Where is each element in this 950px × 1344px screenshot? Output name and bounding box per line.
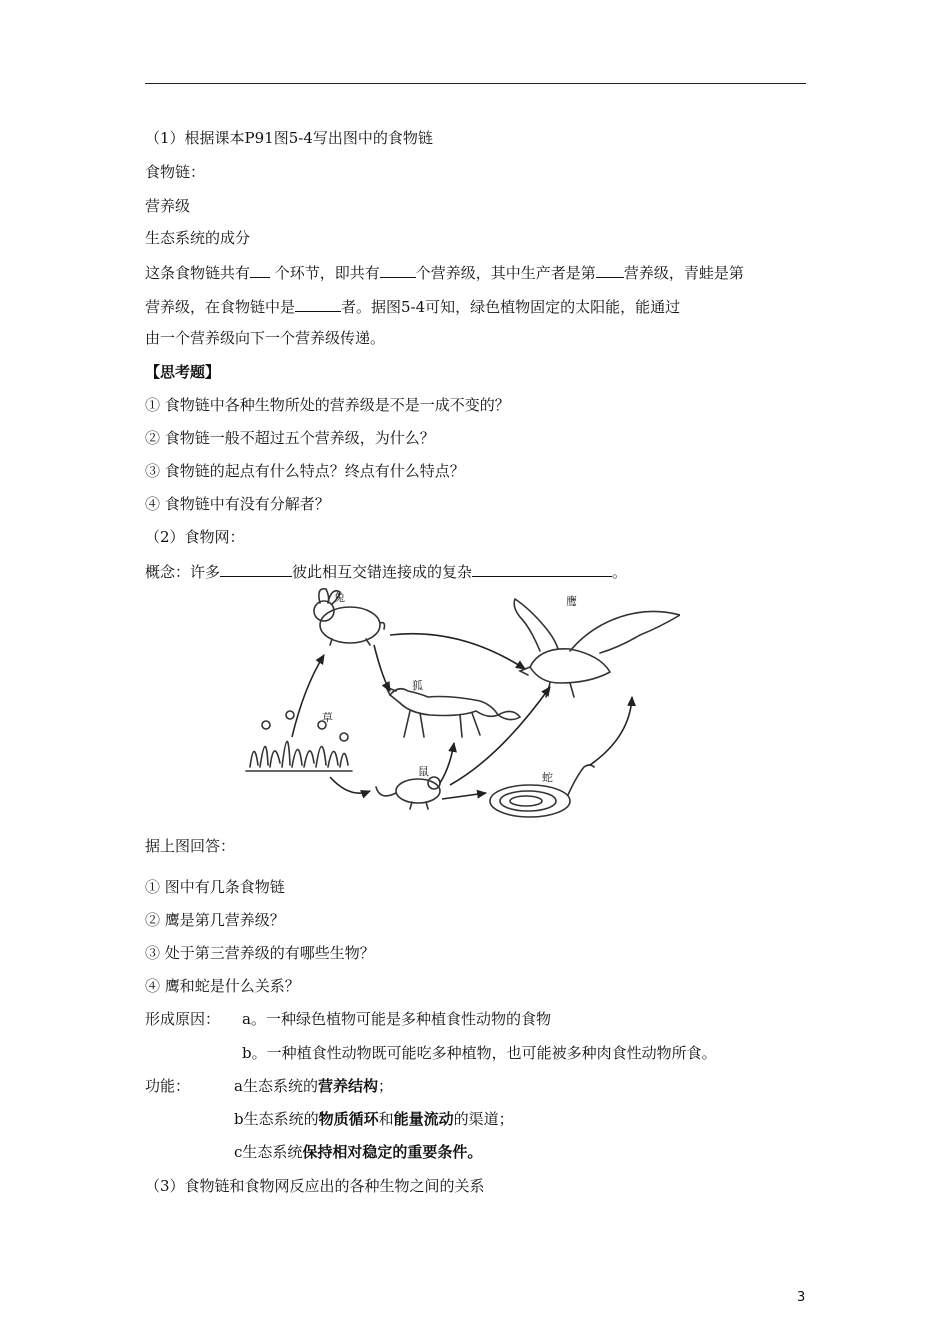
blank-network[interactable]	[472, 561, 612, 577]
cause-label: 形成原因：	[145, 1010, 221, 1028]
label-mouse: 鼠	[418, 765, 429, 778]
trophic-level-label: 营养级	[145, 197, 191, 215]
arrow-grass-rabbit	[292, 655, 324, 737]
arrow-rabbit-eagle	[390, 634, 525, 669]
fill-blank-line-3: 由一个营养级向下一个营养级传递。	[145, 329, 386, 347]
label-snake: 蛇	[542, 771, 553, 784]
answer-question-2: ② 鹰是第几营养级？	[145, 911, 285, 929]
think-questions-title: 【思考题】	[145, 363, 221, 381]
label-eagle: 鹰	[566, 595, 577, 608]
think-question-3: ③ 食物链的起点有什么特点？终点有什么特点？	[145, 462, 465, 480]
question-3: （3）食物链和食物网反应出的各种生物之间的关系	[145, 1177, 485, 1195]
page-number: 3	[797, 1290, 806, 1305]
header-rule	[145, 83, 806, 84]
concept-line: 概念：许多 彼此相互交错连接成的复杂 。	[145, 563, 628, 581]
cause-a: a。一种绿色植物可能是多种植食性动物的食物	[242, 1010, 551, 1028]
function-b: b生态系统的物质循环和能量流动的渠道；	[234, 1110, 514, 1128]
question-2: （2）食物网：	[145, 528, 245, 546]
function-a: a生态系统的营养结构；	[234, 1077, 393, 1095]
answer-question-3: ③ 处于第三营养级的有哪些生物？	[145, 944, 375, 962]
arrow-snake-eagle	[590, 697, 632, 765]
think-question-4: ④ 食物链中有没有分解者？	[145, 495, 330, 513]
question-1: （1）根据课本P91图5-4写出图中的食物链	[145, 129, 433, 147]
arrow-rabbit-fox	[374, 645, 390, 691]
answer-intro: 据上图回答：	[145, 837, 236, 855]
cause-b: b。一种植食性动物既可能吃多种植物，也可能被多种肉食性动物所食。	[242, 1044, 717, 1062]
mouse-illustration	[376, 777, 440, 809]
think-question-2: ② 食物链一般不超过五个营养级，为什么？	[145, 429, 435, 447]
blank-levels[interactable]	[380, 262, 416, 278]
label-grass: 草	[322, 711, 333, 724]
blank-links[interactable]	[250, 262, 270, 278]
blank-producer-level[interactable]	[596, 262, 624, 278]
answer-question-4: ④ 鹰和蛇是什么关系？	[145, 977, 300, 995]
arrow-grass-mouse	[330, 777, 370, 793]
arrow-mouse-fox	[440, 743, 454, 783]
fill-blank-line-2: 营养级，在食物链中是 者。据图5-4可知，绿色植物固定的太阳能，能通过	[145, 298, 681, 316]
think-question-1: ① 食物链中各种生物所处的营养级是不是一成不变的？	[145, 396, 510, 414]
answer-question-1: ① 图中有几条食物链	[145, 878, 285, 896]
fox-illustration	[386, 687, 520, 737]
fill-blank-line-1: 这条食物链共有 个环节，即共有 个营养级，其中生产者是第 营养级，青蛙是第	[145, 264, 744, 282]
food-web-diagram	[240, 587, 680, 827]
grass-illustration	[246, 711, 352, 771]
rabbit-illustration	[314, 589, 385, 645]
function-c: c生态系统保持相对稳定的重要条件。	[234, 1143, 483, 1161]
blank-frog-role[interactable]	[295, 296, 341, 312]
eagle-illustration	[514, 599, 680, 697]
ecosystem-components-label: 生态系统的成分	[145, 229, 251, 247]
arrow-mouse-snake	[442, 793, 486, 799]
function-label: 功能：	[145, 1077, 191, 1095]
arrow-mouse-eagle	[450, 687, 550, 785]
label-rabbit: 兔	[334, 591, 345, 604]
food-chain-label: 食物链：	[145, 163, 206, 181]
label-fox: 狐	[412, 679, 423, 692]
blank-food-chains[interactable]	[220, 561, 292, 577]
